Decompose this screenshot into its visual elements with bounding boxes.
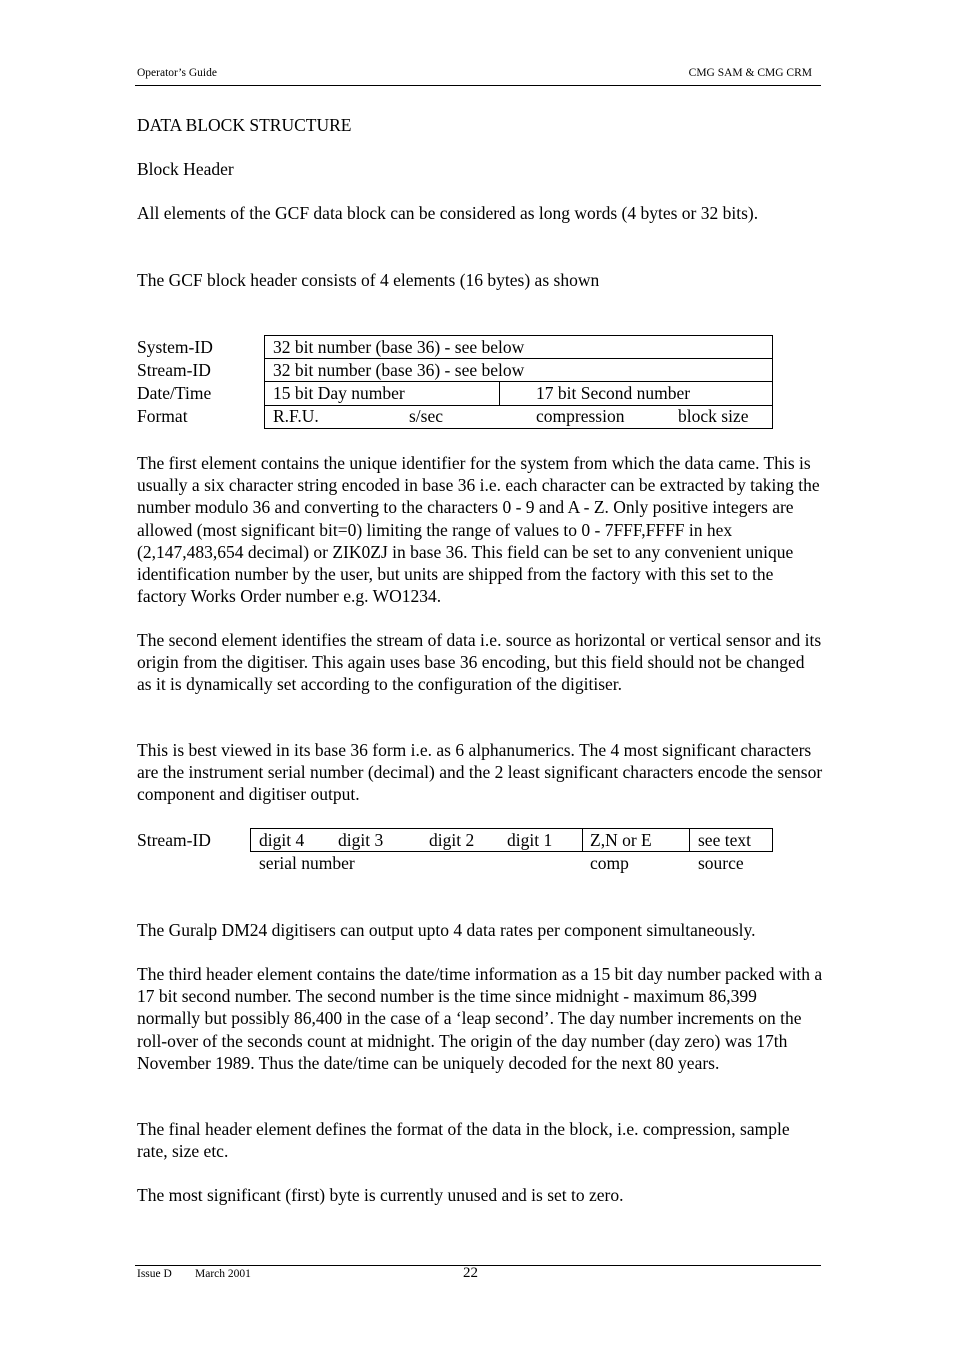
paragraph-8: The final header element defines the format of the data in the block, i.e. compression, sample rate, size etc. — [137, 1119, 790, 1162]
paragraph-1: All elements of the GCF data block can be considered as long words (4 bytes or 32 bits). — [137, 203, 759, 223]
cell-digit-1: digit 1 — [507, 830, 553, 850]
cell-digit-2: digit 2 — [429, 830, 475, 850]
cell-compression: compression — [536, 406, 625, 426]
cell-system-id: 32 bit number (base 36) - see below — [273, 337, 525, 357]
footer-date: March 2001 — [195, 1268, 251, 1280]
caption-comp: comp — [590, 853, 629, 873]
footer-rule — [135, 1265, 821, 1266]
paragraph-4: The second element identifies the stream of data i.e. source as horizontal or vertical sensor and its origin from the digitiser. This again uses base 36 encoding, but this field should not be changed as it is dynamically set according to the configuration of the digitiser. — [137, 630, 822, 695]
paragraph-6: The Guralp DM24 digitisers can output upto 4 data rates per component simultaneously. — [137, 920, 756, 940]
cell-rfu: R.F.U. — [273, 406, 319, 426]
subsection-title: Block Header — [137, 159, 234, 179]
caption-source: source — [698, 853, 744, 873]
label-format: Format — [137, 406, 188, 426]
label-stream-id: Stream-ID — [137, 360, 211, 380]
cell-block-size: block size — [678, 406, 749, 426]
footer-issue: Issue D — [137, 1268, 172, 1280]
header-right: CMG SAM & CMG CRM — [688, 67, 812, 79]
label-system-id: System-ID — [137, 337, 213, 357]
page-number: 22 — [463, 1265, 478, 1281]
header-rule — [135, 85, 821, 86]
paragraph-9: The most significant (first) byte is currently unused and is set to zero. — [137, 1185, 624, 1205]
caption-serial-number: serial number — [259, 853, 355, 873]
header-left: Operator’s Guide — [137, 67, 217, 79]
paragraph-3: The first element contains the unique identifier for the system from which the data came. This is usually a six character string encoded in base 36 i.e. each character can be extracted by taking the number modulo 36 and converting to the characters 0 - 9 and A - Z. Only positive integers are allowed (most significant bit=0) limiting the range of values to 0 - 7FFF,FFFF in hex (2,147,483,654 decimal) or ZIK0ZJ in base 36. This field can be set to any convenient unique identification number by the user, but units are shipped from the factory with this set to the factory Works Order number e.g. WO1234. — [137, 453, 820, 607]
paragraph-7: The third header element contains the date/time information as a 15 bit day number packed with a 17 bit second number. The second number is the time since midnight - maximum 86,399 normally but possibly 86,400 in the case of a ‘leap second’. The day number increments on the roll-over of the seconds count at midnight. The origin of the day number (day zero) was 17th November 1989. Thus the date/time can be uniquely decoded for the next 80 years. — [137, 964, 823, 1073]
paragraph-5: This is best viewed in its base 36 form i.e. as 6 alphanumerics. The 4 most significant characters are the instrument serial number (decimal) and the 2 least significant characters encode the sensor component and digitiser output. — [137, 740, 823, 805]
cell-divider — [689, 828, 690, 852]
cell-divider — [499, 381, 500, 405]
cell-sample-rate: s/sec — [409, 406, 444, 426]
cell-divider — [582, 828, 583, 852]
section-title: DATA BLOCK STRUCTURE — [137, 115, 352, 135]
cell-see-text: see text — [698, 830, 751, 850]
cell-component: Z,N or E — [590, 830, 652, 850]
cell-second-number: 17 bit Second number — [536, 383, 691, 403]
label-stream-id-table: Stream-ID — [137, 830, 211, 850]
label-date-time: Date/Time — [137, 383, 212, 403]
cell-day-number: 15 bit Day number — [273, 383, 405, 403]
paragraph-2: The GCF block header consists of 4 elements (16 bytes) as shown — [137, 270, 600, 290]
cell-stream-id: 32 bit number (base 36) - see below — [273, 360, 525, 380]
cell-digit-4: digit 4 — [259, 830, 305, 850]
cell-digit-3: digit 3 — [338, 830, 384, 850]
